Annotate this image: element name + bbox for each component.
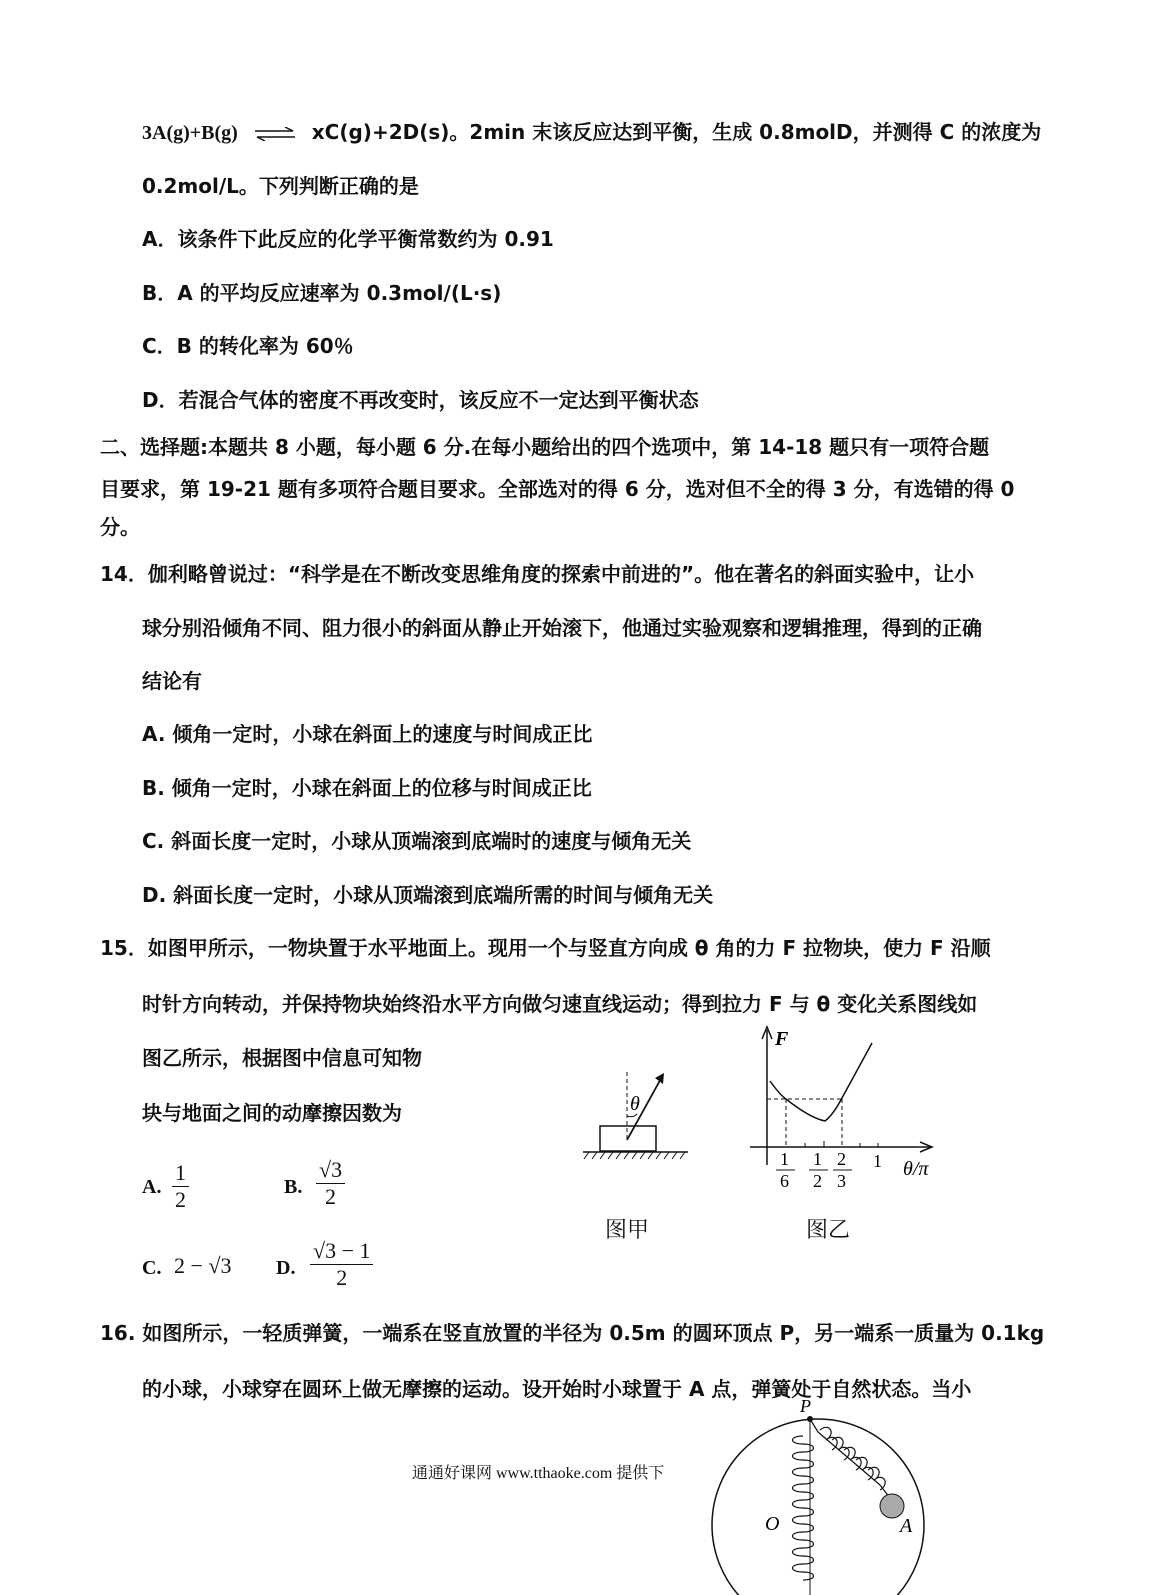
q16-line2: 的小球，小球穿在圆环上做无摩擦的运动。设开始时小球置于 A 点，弹簧处于自然状态。当小 xyxy=(142,1377,972,1401)
section2-line3: 分。 xyxy=(100,515,140,539)
numerator: √3 xyxy=(316,1157,345,1184)
q13-option-a: A．该条件下此反应的化学平衡常数约为 0.91 xyxy=(142,227,554,251)
q15-line3: 图乙所示，根据图中信息可知物 xyxy=(142,1046,422,1070)
tick-den: 2 xyxy=(813,1171,822,1191)
q15-line4: 块与地面之间的动摩擦因数为 xyxy=(142,1101,402,1125)
q13-line2: 0.2mol/L。下列判断正确的是 xyxy=(142,174,419,198)
tick-num: 1 xyxy=(813,1149,822,1169)
figure-b-graph xyxy=(745,1025,955,1195)
tick-one: 1 xyxy=(873,1151,882,1171)
tick-den: 6 xyxy=(780,1171,789,1191)
equilibrium-arrow-icon xyxy=(253,122,297,146)
footer-watermark: 通通好课网 www.tthaoke.com 提供下 xyxy=(412,1465,665,1482)
q14-option-b: B. 倾角一定时，小球在斜面上的位移与时间成正比 xyxy=(142,776,592,800)
q15-line2: 时针方向转动，并保持物块始终沿水平方向做匀速直线运动；得到拉力 F 与 θ 变化关系图线如 xyxy=(142,992,978,1016)
q15-line1: 15．如图甲所示，一物块置于水平地面上。现用一个与竖直方向成 θ 角的力 F 拉物块，使力 F 沿顺 xyxy=(100,936,991,960)
section2-line1: 二、选择题:本题共 8 小题，每小题 6 分.在每小题给出的四个选项中，第 14-18 题只有一项符合题 xyxy=(100,435,990,459)
q15-option-b-fraction xyxy=(316,1157,345,1210)
point-o-label: O xyxy=(765,1513,780,1535)
q13-option-b: B．A 的平均反应速率为 0.3mol/(L·s) xyxy=(142,281,502,305)
point-a-label: A xyxy=(900,1515,913,1537)
equation-right: xC(g)+2D(s)。2min 末该反应达到平衡，生成 0.8molD，并测得 C 的浓度为 xyxy=(311,120,1042,144)
x-axis-label: θ/π xyxy=(903,1158,929,1180)
section2-line2: 目要求，第 19-21 题有多项符合题目要求。全部选对的得 6 分，选对但不全的得 3 分，有选错的得 0 xyxy=(100,477,1015,501)
figure-a-caption: 图甲 xyxy=(605,1218,650,1243)
point-p-label: P xyxy=(800,1400,811,1416)
q16-line1: 16. 如图所示，一轻质弹簧，一端系在竖直放置的半径为 0.5m 的圆环顶点 P，另一端系一质量为 0.1kg xyxy=(100,1321,1045,1345)
q15-option-b-label: B. xyxy=(284,1176,303,1198)
denominator: 2 xyxy=(325,1184,337,1209)
y-axis-label: F xyxy=(775,1028,789,1050)
q14-option-c: C. 斜面长度一定时，小球从顶端滚到底端时的速度与倾角无关 xyxy=(142,829,692,853)
numerator: √3 − 1 xyxy=(310,1238,373,1265)
q16-ring-spring-figure xyxy=(700,1400,940,1595)
tick-num: 1 xyxy=(780,1149,789,1169)
q13-option-c: C．B 的转化率为 60％ xyxy=(142,334,354,358)
q13-line1 xyxy=(142,120,1041,146)
angle-label: θ xyxy=(630,1093,640,1115)
q14-option-a: A. 倾角一定时，小球在斜面上的速度与时间成正比 xyxy=(142,722,593,746)
numerator: 1 xyxy=(172,1160,189,1187)
tick-num: 2 xyxy=(837,1149,846,1169)
figure-b-caption: 图乙 xyxy=(806,1218,851,1243)
q14-option-d: D. 斜面长度一定时，小球从顶端滚到底端所需的时间与倾角无关 xyxy=(142,883,714,907)
q15-option-a-fraction xyxy=(172,1160,189,1213)
q14-line2: 球分别沿倾角不同、阻力很小的斜面从静止开始滚下，他通过实验观察和逻辑推理，得到的正确 xyxy=(142,616,982,640)
q15-option-c-value: 2 − √3 xyxy=(174,1253,232,1278)
denominator: 2 xyxy=(175,1187,186,1212)
denominator: 2 xyxy=(336,1265,348,1290)
equation-left: 3A(g)+B(g) xyxy=(142,122,238,144)
q15-option-c-label: C. xyxy=(142,1257,162,1279)
q15-option-a-label: A. xyxy=(142,1176,162,1198)
figure-a-block-diagram xyxy=(575,1060,695,1160)
q15-option-d-fraction xyxy=(310,1238,373,1291)
q13-option-d: D．若混合气体的密度不再改变时，该反应不一定达到平衡状态 xyxy=(142,388,699,412)
q15-option-d-label: D. xyxy=(276,1257,296,1279)
tick-den: 3 xyxy=(837,1171,846,1191)
q14-line3: 结论有 xyxy=(142,669,202,693)
q14-line1: 14．伽利略曾说过：“科学是在不断改变思维角度的探索中前进的”。他在著名的斜面实验中，让小 xyxy=(100,562,975,586)
